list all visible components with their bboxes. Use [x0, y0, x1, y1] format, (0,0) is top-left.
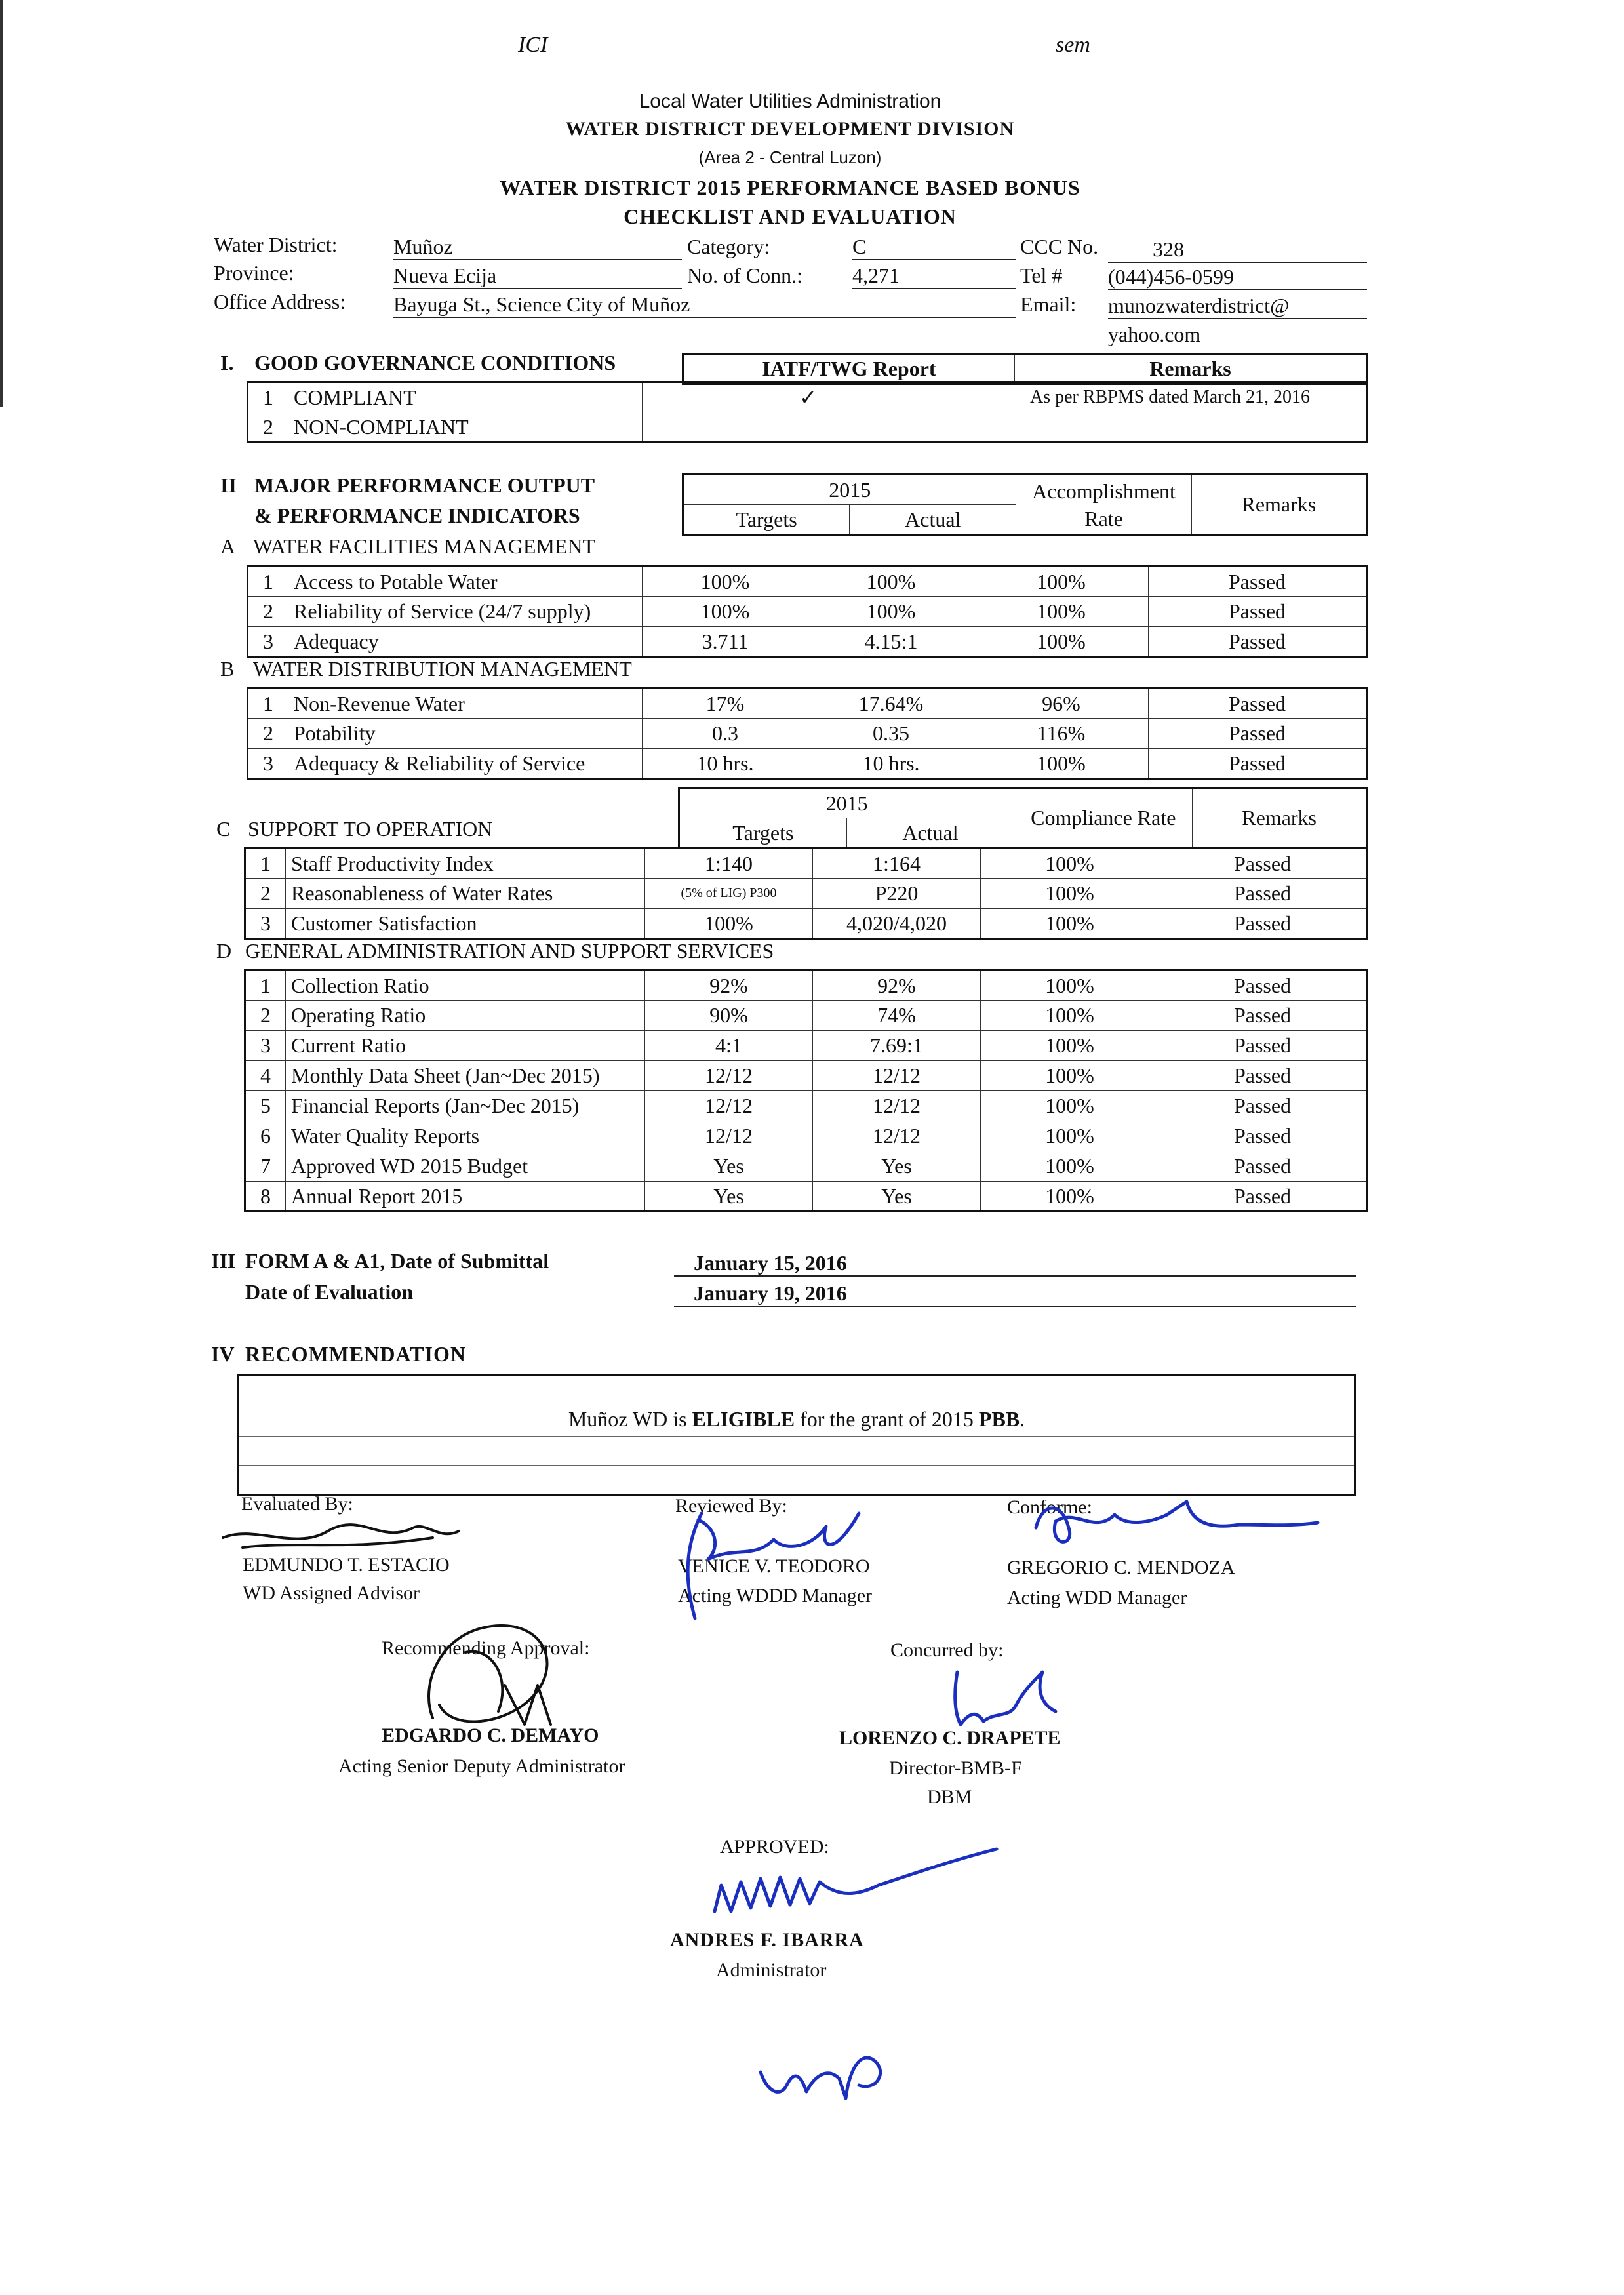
- row-label: Annual Report 2015: [286, 1182, 645, 1212]
- section3-roman: III: [211, 1249, 236, 1273]
- support-operation-table: [244, 847, 1368, 940]
- row-remarks: Passed: [1159, 1151, 1367, 1182]
- row-label: Operating Ratio: [286, 1001, 645, 1031]
- table-row: [248, 688, 1367, 719]
- concurred-title-1: Director-BMB-F: [889, 1757, 1022, 1779]
- row-target: 3.711: [643, 627, 808, 657]
- row-label: Staff Productivity Index: [286, 848, 645, 879]
- recommending-label: Recommending Approval:: [382, 1637, 590, 1659]
- row-actual: 74%: [813, 1001, 981, 1031]
- email-value: munozwaterdistrict@: [1108, 294, 1367, 319]
- recommendation-title: RECOMMENDATION: [245, 1342, 466, 1366]
- row-target: 17%: [643, 688, 808, 719]
- recommending-name: EDGARDO C. DEMAYO: [382, 1725, 599, 1746]
- row-rate: 100%: [981, 1091, 1159, 1121]
- evaluated-by-name: EDMUNDO T. ESTACIO: [243, 1554, 450, 1576]
- row-rate: 100%: [974, 627, 1149, 657]
- email-label: Email:: [1020, 292, 1077, 316]
- row-target: Yes: [645, 1182, 813, 1212]
- reviewed-by-title: Acting WDDD Manager: [678, 1585, 873, 1606]
- row-target: 0.3: [643, 719, 808, 749]
- row-no: 1: [248, 567, 288, 597]
- row-label: NON-COMPLIANT: [288, 412, 643, 443]
- conforme-title: Acting WDD Manager: [1007, 1587, 1187, 1608]
- concurred-label: Concurred by:: [890, 1639, 1004, 1661]
- signature-demayo: [413, 1606, 584, 1744]
- section2-title-1: MAJOR PERFORMANCE OUTPUT: [254, 473, 595, 497]
- table-row: [245, 1151, 1367, 1182]
- table-row: [248, 412, 1367, 443]
- check-mark: ✓: [643, 382, 974, 412]
- tel-value: (044)456-0599: [1108, 265, 1367, 290]
- row-remarks: Passed: [1159, 1061, 1367, 1091]
- row-label: Financial Reports (Jan~Dec 2015): [286, 1091, 645, 1121]
- row-label: Access to Potable Water: [288, 567, 643, 597]
- row-label: Water Quality Reports: [286, 1121, 645, 1151]
- connections-label: No. of Conn.:: [687, 264, 802, 287]
- row-target: 92%: [645, 970, 813, 1001]
- table-row: [245, 1061, 1367, 1091]
- ccc-label: CCC No.: [1020, 235, 1099, 258]
- approved-title: Administrator: [716, 1959, 827, 1981]
- row-rate: 100%: [974, 597, 1149, 627]
- row-no: 1: [245, 848, 286, 879]
- rec-pbb: PBB: [978, 1407, 1020, 1431]
- row-no: 2: [245, 879, 286, 909]
- row-target: 12/12: [645, 1091, 813, 1121]
- evaluation-date: January 19, 2016: [674, 1281, 1356, 1307]
- row-target: 4:1: [645, 1031, 813, 1061]
- reviewed-by-label: Reviewed By:: [675, 1495, 787, 1517]
- agency-name: Local Water Utilities Administration: [639, 90, 941, 112]
- concurred-name: LORENZO C. DRAPETE: [839, 1727, 1061, 1749]
- row-actual: 4,020/4,020: [813, 909, 981, 939]
- row-target: 1:140: [645, 848, 813, 879]
- submittal-label: FORM A & A1, Date of Submittal: [245, 1249, 549, 1273]
- rec-text-mid: for the grant of 2015: [795, 1407, 979, 1431]
- row-actual: 100%: [808, 597, 974, 627]
- row-rate: 100%: [981, 1182, 1159, 1212]
- support-operation-header: [678, 787, 1368, 849]
- year-2015: 2015: [683, 475, 1016, 505]
- row-target: 100%: [645, 909, 813, 939]
- section2-roman: II: [220, 473, 237, 497]
- col-targets-c: Targets: [679, 818, 847, 848]
- row-actual: P220: [813, 879, 981, 909]
- row-label: Potability: [288, 719, 643, 749]
- row-actual: Yes: [813, 1182, 981, 1212]
- area-name: (Area 2 - Central Luzon): [698, 148, 882, 167]
- row-no: 5: [245, 1091, 286, 1121]
- row-actual: 100%: [808, 567, 974, 597]
- concurred-title-2: DBM: [927, 1786, 972, 1808]
- conforme-name: GREGORIO C. MENDOZA: [1007, 1557, 1235, 1578]
- row-rate: 116%: [974, 719, 1149, 749]
- table-row: [248, 749, 1367, 779]
- row-remarks: Passed: [1159, 879, 1367, 909]
- row-no: 3: [245, 909, 286, 939]
- row-no: 4: [245, 1061, 286, 1091]
- row-label: Approved WD 2015 Budget: [286, 1151, 645, 1182]
- section-d-letter: D: [216, 939, 232, 963]
- recommendation-box: [237, 1374, 1356, 1496]
- conforme-label: Conforme:: [1007, 1496, 1092, 1518]
- row-target: 100%: [643, 567, 808, 597]
- row-rate: 100%: [981, 1001, 1159, 1031]
- row-actual: 12/12: [813, 1061, 981, 1091]
- section-c-title: SUPPORT TO OPERATION: [248, 817, 493, 841]
- row-label: Customer Satisfaction: [286, 909, 645, 939]
- table-row: [245, 1031, 1367, 1061]
- row-label: Reasonableness of Water Rates: [286, 879, 645, 909]
- row-label: Collection Ratio: [286, 970, 645, 1001]
- row-rate: 100%: [974, 567, 1149, 597]
- section-a-title: WATER FACILITIES MANAGEMENT: [253, 534, 596, 558]
- page-title: WATER DISTRICT 2015 PERFORMANCE BASED BONUS: [500, 176, 1080, 199]
- section-b-letter: B: [220, 657, 235, 681]
- row-remarks: Passed: [1159, 909, 1367, 939]
- signature-drapete: [944, 1666, 1062, 1731]
- row-rate: 100%: [981, 909, 1159, 939]
- evaluated-by-label: Evaluated By:: [241, 1493, 353, 1515]
- row-actual: 10 hrs.: [808, 749, 974, 779]
- year-2015-c: 2015: [679, 788, 1014, 818]
- row-no: 1: [245, 970, 286, 1001]
- approved-label: APPROVED:: [720, 1836, 829, 1858]
- row-label: COMPLIANT: [288, 382, 643, 412]
- col-actual-c: Actual: [846, 818, 1014, 848]
- col-accomplishment: [1016, 475, 1191, 535]
- mpo-header: [682, 473, 1368, 536]
- reviewed-by-name: VENICE V. TEODORO: [678, 1555, 870, 1577]
- rec-text-pre: Muñoz WD is: [568, 1407, 692, 1431]
- row-rate: 100%: [981, 970, 1159, 1001]
- row-target: 12/12: [645, 1121, 813, 1151]
- row-rate: 100%: [981, 1031, 1159, 1061]
- address-value: Bayuga St., Science City of Muñoz: [393, 292, 1016, 318]
- row-rate: 100%: [981, 1061, 1159, 1091]
- page-subtitle: CHECKLIST AND EVALUATION: [624, 205, 957, 228]
- row-target: (5% of LIG) P300: [645, 879, 813, 909]
- scan-edge-left: [0, 0, 3, 407]
- general-admin-table: [244, 969, 1368, 1212]
- row-label: Adequacy: [288, 627, 643, 657]
- table-row: [245, 848, 1367, 879]
- row-remarks: Passed: [1159, 1121, 1367, 1151]
- col-actual: Actual: [850, 505, 1016, 535]
- row-actual: Yes: [813, 1151, 981, 1182]
- row-remarks: Passed: [1149, 567, 1367, 597]
- row-no: 7: [245, 1151, 286, 1182]
- row-actual: 92%: [813, 970, 981, 1001]
- row-no: 8: [245, 1182, 286, 1212]
- row-rate: 100%: [981, 1151, 1159, 1182]
- section1-roman: I.: [220, 351, 234, 374]
- section-b-title: WATER DISTRIBUTION MANAGEMENT: [253, 657, 632, 681]
- section-d-title: GENERAL ADMINISTRATION AND SUPPORT SERVICES: [245, 939, 774, 963]
- table-row: [245, 1121, 1367, 1151]
- row-remarks: Passed: [1159, 1091, 1367, 1121]
- initials-mark: [747, 2046, 898, 2111]
- table-row: [245, 1001, 1367, 1031]
- row-target: Yes: [645, 1151, 813, 1182]
- table-row: [245, 879, 1367, 909]
- table-row: [248, 719, 1367, 749]
- connections-value: 4,271: [852, 264, 1016, 289]
- rec-text-post: .: [1020, 1407, 1025, 1431]
- row-actual: 0.35: [808, 719, 974, 749]
- row-remarks: Passed: [1149, 597, 1367, 627]
- recommending-title: Acting Senior Deputy Administrator: [338, 1755, 625, 1777]
- table-row: [245, 909, 1367, 939]
- table-row: [248, 627, 1367, 657]
- section2-title-2: & PERFORMANCE INDICATORS: [254, 504, 580, 527]
- row-remarks: As per RBPMS dated March 21, 2016: [974, 382, 1367, 412]
- stamp-mark-right: sem: [1056, 33, 1090, 57]
- row-actual: 12/12: [813, 1121, 981, 1151]
- row-actual: 12/12: [813, 1091, 981, 1121]
- row-remarks: Passed: [1149, 627, 1367, 657]
- row-remarks: Passed: [1149, 688, 1367, 719]
- row-label: Non-Revenue Water: [288, 688, 643, 719]
- water-distribution-table: [247, 687, 1368, 780]
- row-rate: 100%: [981, 1121, 1159, 1151]
- row-target: 100%: [643, 597, 808, 627]
- col-accomplishment-1: Accomplishment: [1032, 479, 1176, 503]
- col-targets: Targets: [683, 505, 850, 535]
- evaluated-by-title: WD Assigned Advisor: [243, 1582, 420, 1604]
- tel-label: Tel #: [1020, 264, 1063, 287]
- table-row: [248, 382, 1367, 412]
- row-rate: 100%: [974, 749, 1149, 779]
- approved-name: ANDRES F. IBARRA: [670, 1929, 864, 1951]
- division-name: WATER DISTRICT DEVELOPMENT DIVISION: [565, 118, 1015, 140]
- category-value: C: [852, 235, 1016, 260]
- row-no: 6: [245, 1121, 286, 1151]
- rec-eligible: ELIGIBLE: [692, 1407, 795, 1431]
- row-label: Adequacy & Reliability of Service: [288, 749, 643, 779]
- wd-label: Water District:: [214, 233, 338, 256]
- row-actual: 7.69:1: [813, 1031, 981, 1061]
- row-actual: 4.15:1: [808, 627, 974, 657]
- water-facilities-table: [247, 565, 1368, 658]
- row-remarks: Passed: [1159, 1031, 1367, 1061]
- col-remarks-c: Remarks: [1193, 788, 1367, 848]
- signature-mendoza: [1023, 1488, 1324, 1561]
- table-row: [245, 970, 1367, 1001]
- row-remarks: Passed: [1149, 719, 1367, 749]
- col-remarks: Remarks: [1015, 354, 1367, 384]
- row-remarks: Passed: [1159, 1001, 1367, 1031]
- row-no: 3: [248, 749, 288, 779]
- row-target: 12/12: [645, 1061, 813, 1091]
- province-label: Province:: [214, 261, 294, 285]
- row-no: 2: [248, 719, 288, 749]
- row-no: 3: [248, 627, 288, 657]
- good-governance-header: [682, 353, 1368, 385]
- signature-ibarra: [695, 1846, 1003, 1925]
- table-row: [245, 1182, 1367, 1212]
- row-remarks: [974, 412, 1367, 443]
- table-row: [245, 1091, 1367, 1121]
- row-rate: 96%: [974, 688, 1149, 719]
- section4-roman: IV: [211, 1342, 235, 1366]
- wd-value: Muñoz: [393, 235, 682, 260]
- address-label: Office Address:: [214, 290, 346, 313]
- col-iatf-report: IATF/TWG Report: [683, 354, 1015, 384]
- category-label: Category:: [687, 235, 770, 258]
- section-a-letter: A: [220, 534, 236, 558]
- table-row: [248, 567, 1367, 597]
- section-c-letter: C: [216, 817, 231, 841]
- signature-teodoro: [662, 1500, 885, 1638]
- recommendation-text: [239, 1407, 1354, 1431]
- row-label: Monthly Data Sheet (Jan~Dec 2015): [286, 1061, 645, 1091]
- ccc-value: 328: [1108, 237, 1367, 263]
- row-target: 10 hrs.: [643, 749, 808, 779]
- row-rate: 100%: [981, 879, 1159, 909]
- row-no: 2: [248, 597, 288, 627]
- row-no: 2: [248, 412, 288, 443]
- stamp-mark-left: ICI: [518, 33, 548, 57]
- row-report: [643, 412, 974, 443]
- row-no: 3: [245, 1031, 286, 1061]
- row-actual: 1:164: [813, 848, 981, 879]
- col-remarks: Remarks: [1191, 475, 1366, 535]
- row-label: Reliability of Service (24/7 supply): [288, 597, 643, 627]
- row-label: Current Ratio: [286, 1031, 645, 1061]
- row-no: 1: [248, 688, 288, 719]
- signature-estacio: [216, 1511, 479, 1564]
- row-actual: 17.64%: [808, 688, 974, 719]
- row-remarks: Passed: [1149, 749, 1367, 779]
- row-target: 90%: [645, 1001, 813, 1031]
- email-value-cont: yahoo.com: [1108, 323, 1201, 346]
- submittal-date: January 15, 2016: [674, 1251, 1356, 1277]
- row-rate: 100%: [981, 848, 1159, 879]
- province-value: Nueva Ecija: [393, 264, 682, 289]
- table-row: [248, 597, 1367, 627]
- row-no: 1: [248, 382, 288, 412]
- row-remarks: Passed: [1159, 848, 1367, 879]
- evaluation-label: Date of Evaluation: [245, 1280, 413, 1304]
- row-no: 2: [245, 1001, 286, 1031]
- row-remarks: Passed: [1159, 1182, 1367, 1212]
- col-accomplishment-2: Rate: [1084, 506, 1123, 530]
- good-governance-table: [247, 381, 1368, 443]
- row-remarks: Passed: [1159, 970, 1367, 1001]
- section1-title: GOOD GOVERNANCE CONDITIONS: [254, 351, 616, 374]
- col-compliance-rate: Compliance Rate: [1014, 788, 1193, 848]
